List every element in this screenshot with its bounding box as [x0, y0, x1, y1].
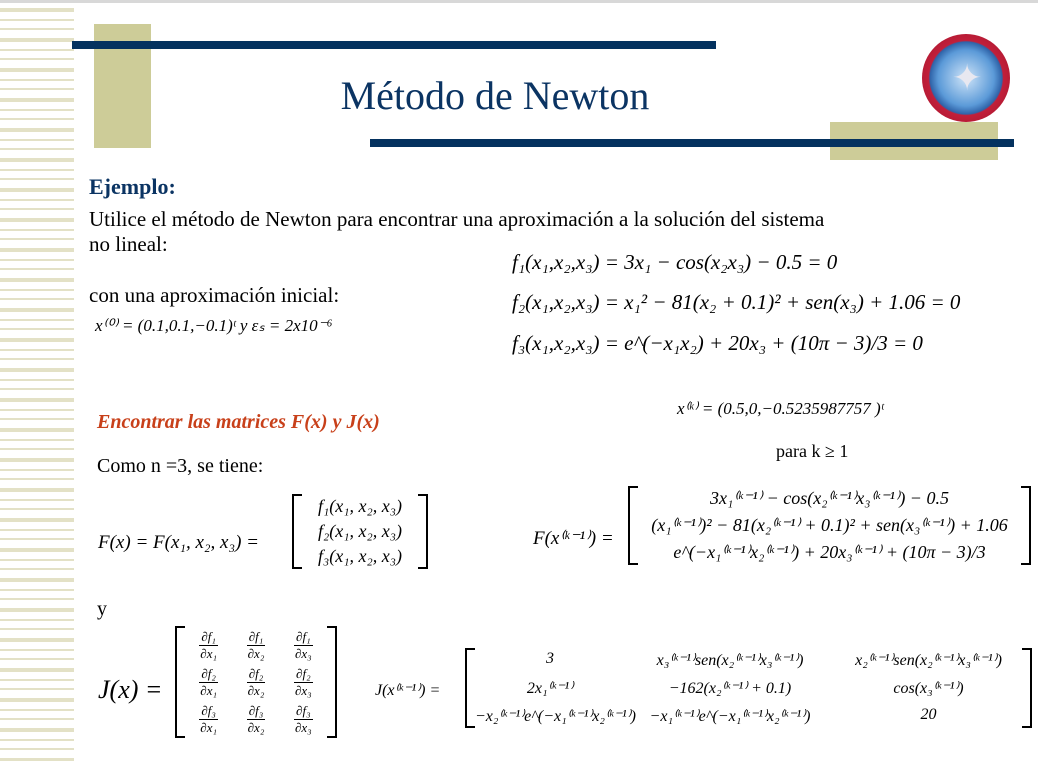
denominator: ∂x₃	[294, 646, 312, 661]
Jk-entry: 2x₁⁽ᵏ⁻¹⁾	[526, 680, 574, 697]
Jx-lhs: J(x) =	[98, 675, 163, 704]
Fx-entry: f₁(x₁, x₂, x₃)	[318, 496, 402, 516]
numerator: ∂f₃	[201, 703, 216, 718]
Fk-entry: (x₁⁽ᵏ⁻¹⁾)² − 81(x₂⁽ᵏ⁻¹⁾ + 0.1)² + sen(x₃⁽ᵏ⁻¹⁾) + 1.06	[651, 515, 1008, 535]
Jx-entry	[185, 665, 232, 699]
denominator: ∂x₃	[294, 720, 312, 735]
Jk-lhs: J(x⁽ᵏ⁻¹⁾) =	[375, 682, 441, 699]
Fx-entry: f₂(x₁, x₂, x₃)	[318, 521, 402, 541]
denominator: ∂x₂	[247, 720, 265, 735]
Jk-entry: 20	[920, 706, 937, 723]
denominator: ∂x₁	[200, 646, 218, 661]
como-text: Como n =3, se tiene:	[97, 455, 264, 477]
Jx-matrix	[175, 626, 337, 738]
numerator: ∂f₂	[248, 666, 264, 681]
equation-f2: f₂(x₁,x₂,x₃) = x₁² − 81(x₂ + 0.1)² + sen(x₃) + 1.06 = 0	[512, 290, 961, 314]
Jk-entry: 3	[546, 650, 554, 667]
Jk-entry: −x₁⁽ᵏ⁻¹⁾e^(−x₁⁽ᵏ⁻¹⁾x₂⁽ᵏ⁻¹⁾)	[649, 708, 811, 725]
numerator: ∂f₃	[296, 703, 311, 718]
find-matrices-heading: Encontrar las matrices F(x) y J(x)	[97, 411, 380, 433]
denominator: ∂x₁	[200, 720, 218, 735]
initial-approx-label: con una aproximación inicial:	[89, 283, 340, 307]
Jk-entry: x₂⁽ᵏ⁻¹⁾sen(x₂⁽ᵏ⁻¹⁾x₃⁽ᵏ⁻¹⁾)	[855, 652, 1002, 669]
numerator: ∂f₁	[201, 629, 216, 644]
Fx-lhs: F(x) = F(x₁, x₂, x₃) =	[98, 532, 259, 553]
equation-f3: f₃(x₁,x₂,x₃) = e^(−x₁x₂) + 20x₃ + (10π − 3)/3 = 0	[512, 331, 923, 355]
numerator: ∂f₂	[296, 666, 311, 681]
equation-f1: f₁(x₁,x₂,x₃) = 3x₁ − cos(x₂x₃) − 0.5 = 0	[512, 250, 838, 274]
Jk-entry: −162(x₂⁽ᵏ⁻¹⁾ + 0.1)	[668, 680, 792, 697]
Jx-entry	[232, 628, 279, 662]
denominator: ∂x₃	[294, 683, 312, 698]
Fx-matrix	[292, 494, 428, 569]
Fk-lhs: F(x⁽ᵏ⁻¹⁾) =	[533, 528, 614, 549]
denominator: ∂x₂	[247, 646, 265, 661]
Fx-entry: f₃(x₁, x₂, x₃)	[318, 546, 402, 566]
Jk-matrix	[465, 648, 1032, 728]
para-k-label: para k ≥ 1	[776, 441, 849, 461]
Fk-entry: 3x₁⁽ᵏ⁻¹⁾ − cos(x₂⁽ᵏ⁻¹⁾x₃⁽ᵏ⁻¹⁾) − 0.5	[710, 488, 949, 508]
Jx-entry	[232, 665, 279, 699]
decorative-line-bottom	[370, 139, 1014, 147]
decorative-line-top	[72, 41, 716, 49]
Jx-entry	[280, 702, 327, 736]
numerator: ∂f₃	[248, 703, 264, 718]
intro-text-line1: Utilice el método de Newton para encontrar una aproximación a la solución del sistema	[89, 207, 825, 231]
numerator: ∂f₂	[201, 666, 216, 681]
Jx-entry	[232, 702, 279, 736]
Jx-entry	[280, 665, 327, 699]
Jk-entry: −x₂⁽ᵏ⁻¹⁾e^(−x₁⁽ᵏ⁻¹⁾x₂⁽ᵏ⁻¹⁾)	[475, 708, 636, 725]
numerator: ∂f₁	[248, 629, 264, 644]
Jx-entry	[185, 628, 232, 662]
Jx-entry	[280, 628, 327, 662]
example-heading: Ejemplo:	[89, 174, 176, 199]
decorative-stripes	[0, 8, 74, 761]
Fk-matrix	[628, 486, 1031, 565]
Jk-entry: x₃⁽ᵏ⁻¹⁾sen(x₂⁽ᵏ⁻¹⁾x₃⁽ᵏ⁻¹⁾)	[656, 652, 804, 669]
star-icon: ✦	[952, 58, 983, 98]
page-title: Método de Newton	[340, 73, 650, 118]
solution-xk: x⁽ᵏ⁾ = (0.5,0,−0.5235987757 )ᵗ	[677, 399, 884, 418]
denominator: ∂x₂	[247, 683, 265, 698]
Jx-entry	[185, 702, 232, 736]
intro-text-line2: no lineal:	[89, 232, 168, 256]
top-border	[0, 0, 1038, 3]
initial-approx-value: x⁽⁰⁾ = (0.1,0.1,−0.1)ᵗ y εₛ = 2x10⁻⁶	[95, 316, 333, 335]
Fk-entry: e^(−x₁⁽ᵏ⁻¹⁾x₂⁽ᵏ⁻¹⁾) + 20x₃⁽ᵏ⁻¹⁾ + (10π − 3)/3	[673, 542, 986, 562]
numerator: ∂f₁	[296, 629, 311, 644]
y-label: y	[97, 598, 107, 620]
denominator: ∂x₁	[200, 683, 218, 698]
Jk-entry: cos(x₃⁽ᵏ⁻¹⁾)	[893, 680, 964, 697]
